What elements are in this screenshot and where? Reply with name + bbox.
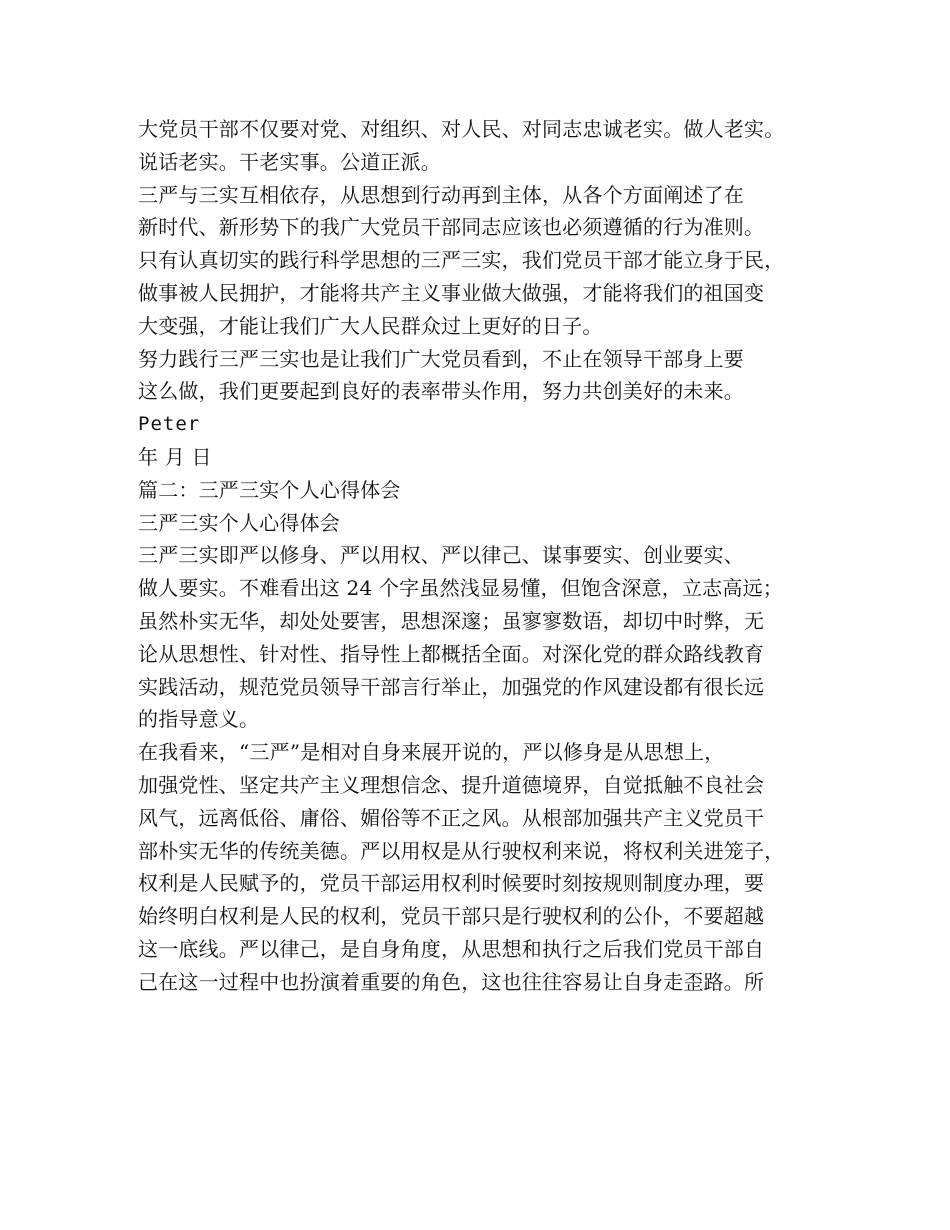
text-line: 的指导意义。 [138,707,260,732]
text-line: 做事被人民拥护，才能将共产主义事业做大做强，才能将我们的祖国变 [138,280,765,305]
article-title: 三严三实个人心得体会 [138,510,340,535]
text-line: 只有认真切实的践行科学思想的三严三实，我们党员干部才能立身于民， [138,248,785,273]
text-line: 大变强，才能让我们广大人民群众过上更好的日子。 [138,313,603,338]
text-line: 说话老实。干老实事。公道正派。 [138,149,441,174]
text-line: 权利是人民赋予的，党员干部运用权利时候要时刻按规则制度办理，要 [138,871,765,896]
date-line: 年 月 日 [138,444,212,469]
document-body [138,113,838,999]
text-line: 风气，远离低俗、庸俗、媚俗等不正之风。从根部加强共产主义党员干 [138,805,765,830]
text-line: 己在这一过程中也扮演着重要的角色，这也往往容易让自身走歪路。所 [138,969,765,994]
text-line: 加强党性、坚定共产主义理想信念、提升道德境界，自觉抵触不良社会 [138,772,765,797]
text-line: 努力践行三严三实也是让我们广大党员看到，不止在领导干部身上要 [138,346,744,371]
text-line: 大党员干部不仅要对党、对组织、对人民、对同志忠诚老实。做人老实。 [138,117,785,141]
text-line: 三严三实即严以修身、严以用权、严以律己、谋事要实、创业要实、 [138,543,744,568]
text-line: 部朴实无华的传统美德。严以用权是从行驶权利来说，将权利关进笼子， [138,838,785,863]
text-line: 在我看来，“三严”是相对自身来展开说的，严以修身是从思想上， [138,740,725,765]
text-line: 这一底线。严以律己，是自身角度，从思想和执行之后我们党员干部自 [138,936,765,961]
text-line: 做人要实。不难看出这 24 个字虽然浅显易懂，但饱含深意，立志高远； [138,576,783,601]
text-line: 这么做，我们更要起到良好的表率带头作用，努力共创美好的未来。 [138,379,744,404]
text-line: 三严与三实互相依存，从思想到行动再到主体，从各个方面阐述了在 [138,182,744,207]
text-line: 新时代、新形势下的我广大党员干部同志应该也必须遵循的行为准则。 [138,215,765,240]
author-name: Peter [138,413,201,436]
text-line: 始终明白权利是人民的权利，党员干部只是行驶权利的公仆，不要超越 [138,904,765,929]
text-line: 论从思想性、针对性、指导性上都概括全面。对深化党的群众路线教育 [138,641,765,666]
text-line: 虽然朴实无华，却处处要害，思想深邃；虽寥寥数语，却切中时弊，无 [138,608,765,633]
text-line: 实践活动，规范党员领导干部言行举止，加强党的作风建设都有很长远 [138,674,765,699]
section-heading: 篇二：三严三实个人心得体会 [138,477,401,502]
